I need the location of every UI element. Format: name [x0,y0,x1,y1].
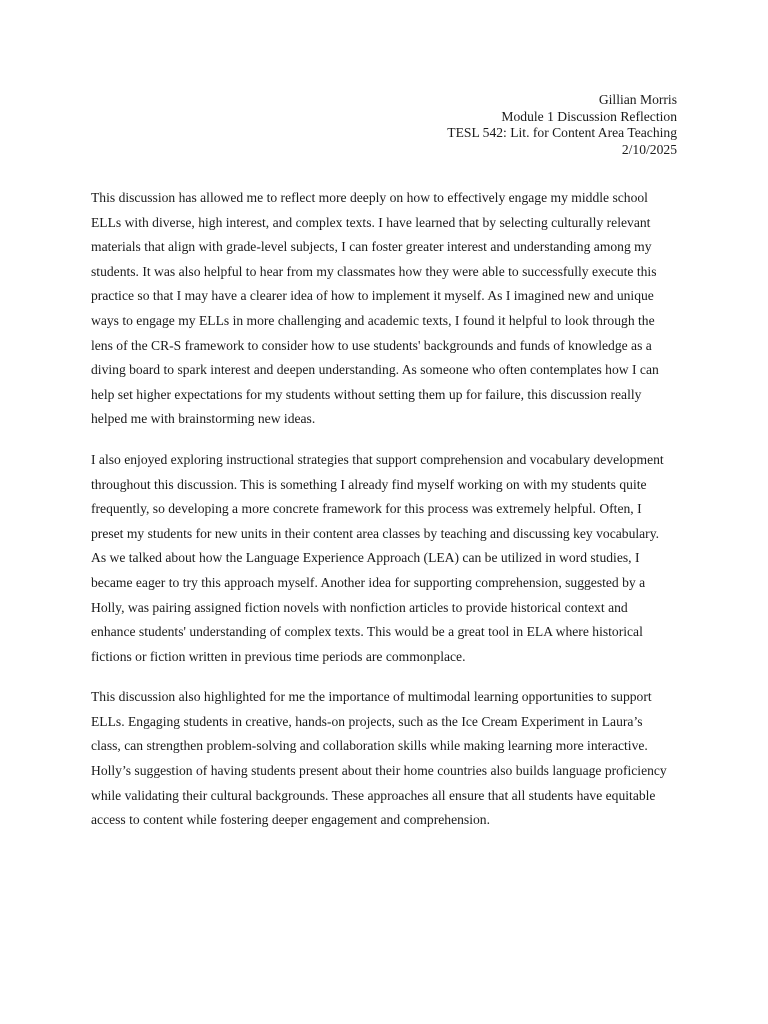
text-line: Holly, was pairing assigned fiction novels with nonfiction articles to provide historical context and [91,599,628,615]
text-line: fictions or fiction written in previous time periods are commonplace. [91,648,466,664]
paragraph-2 [91,448,681,669]
document-body [91,186,681,849]
text-line: This discussion has allowed me to reflect more deeply on how to effectively engage my middle school [91,190,648,205]
text-line: class, can strengthen problem-solving and collaboration skills while making learning more interactive. [91,738,648,754]
text-line: access to content while fostering deeper engagement and comprehension. [91,812,490,828]
text-line: help set higher expectations for my students without setting them up for failure, this discussion really [91,386,642,402]
text-line: ELLs. Engaging students in creative, hands-on projects, such as the Ice Cream Experiment in Laura’s [91,713,643,729]
text-line: frequently, so developing a more concrete framework for this process was extremely helpful. Often, I [91,501,642,517]
paragraph-1 [91,186,681,432]
course-name: TESL 542: Lit. for Content Area Teaching [447,125,677,141]
text-line: materials that align with grade-level subjects, I can foster greater interest and understanding among my [91,239,652,255]
text-line: preset my students for new units in their content area classes by teaching and discussing key vocabulary. [91,525,660,541]
text-line: practice so that I may have a clearer idea of how to implement it myself. As I imagined new and unique [91,288,654,304]
text-line: ways to engage my ELLs in more challenging and academic texts, I found it helpful to look through the [91,312,655,328]
text-line: lens of the CR-S framework to consider how to use students' backgrounds and funds of knowledge as a [91,337,652,353]
text-line: while validating their cultural backgrounds. These approaches all ensure that all students have equitable [91,787,656,803]
text-line: Holly’s suggestion of having students present about their home countries also builds language proficiency [91,763,667,779]
document-date: 2/10/2025 [621,141,677,157]
text-line: This discussion also highlighted for me the importance of multimodal learning opportunities to support [91,689,652,705]
document-header [447,92,677,158]
text-line: ELLs with diverse, high interest, and complex texts. I have learned that by selecting culturally relevant [91,214,651,230]
text-line: enhance students' understanding of complex texts. This would be a great tool in ELA where historical [91,624,643,640]
text-line: throughout this discussion. This is something I already find myself working on with my students quite [91,476,647,492]
text-line: students. It was also helpful to hear from my classmates how they were able to successfully execute this [91,263,657,279]
author-name: Gillian Morris [598,92,677,107]
text-line: helped me with brainstorming new ideas. [91,411,316,427]
text-line: diving board to spark interest and deepen understanding. As someone who often contemplates how I can [91,362,659,378]
text-line: I also enjoyed exploring instructional strategies that support comprehension and vocabulary development [91,451,664,467]
assignment-title: Module 1 Discussion Reflection [501,108,677,124]
text-line: became eager to try this approach myself. Another idea for supporting comprehension, suggested by a [91,574,646,590]
paragraph-3 [91,685,681,833]
text-line: As we talked about how the Language Experience Approach (LEA) can be utilized in word studies, I [91,550,640,566]
